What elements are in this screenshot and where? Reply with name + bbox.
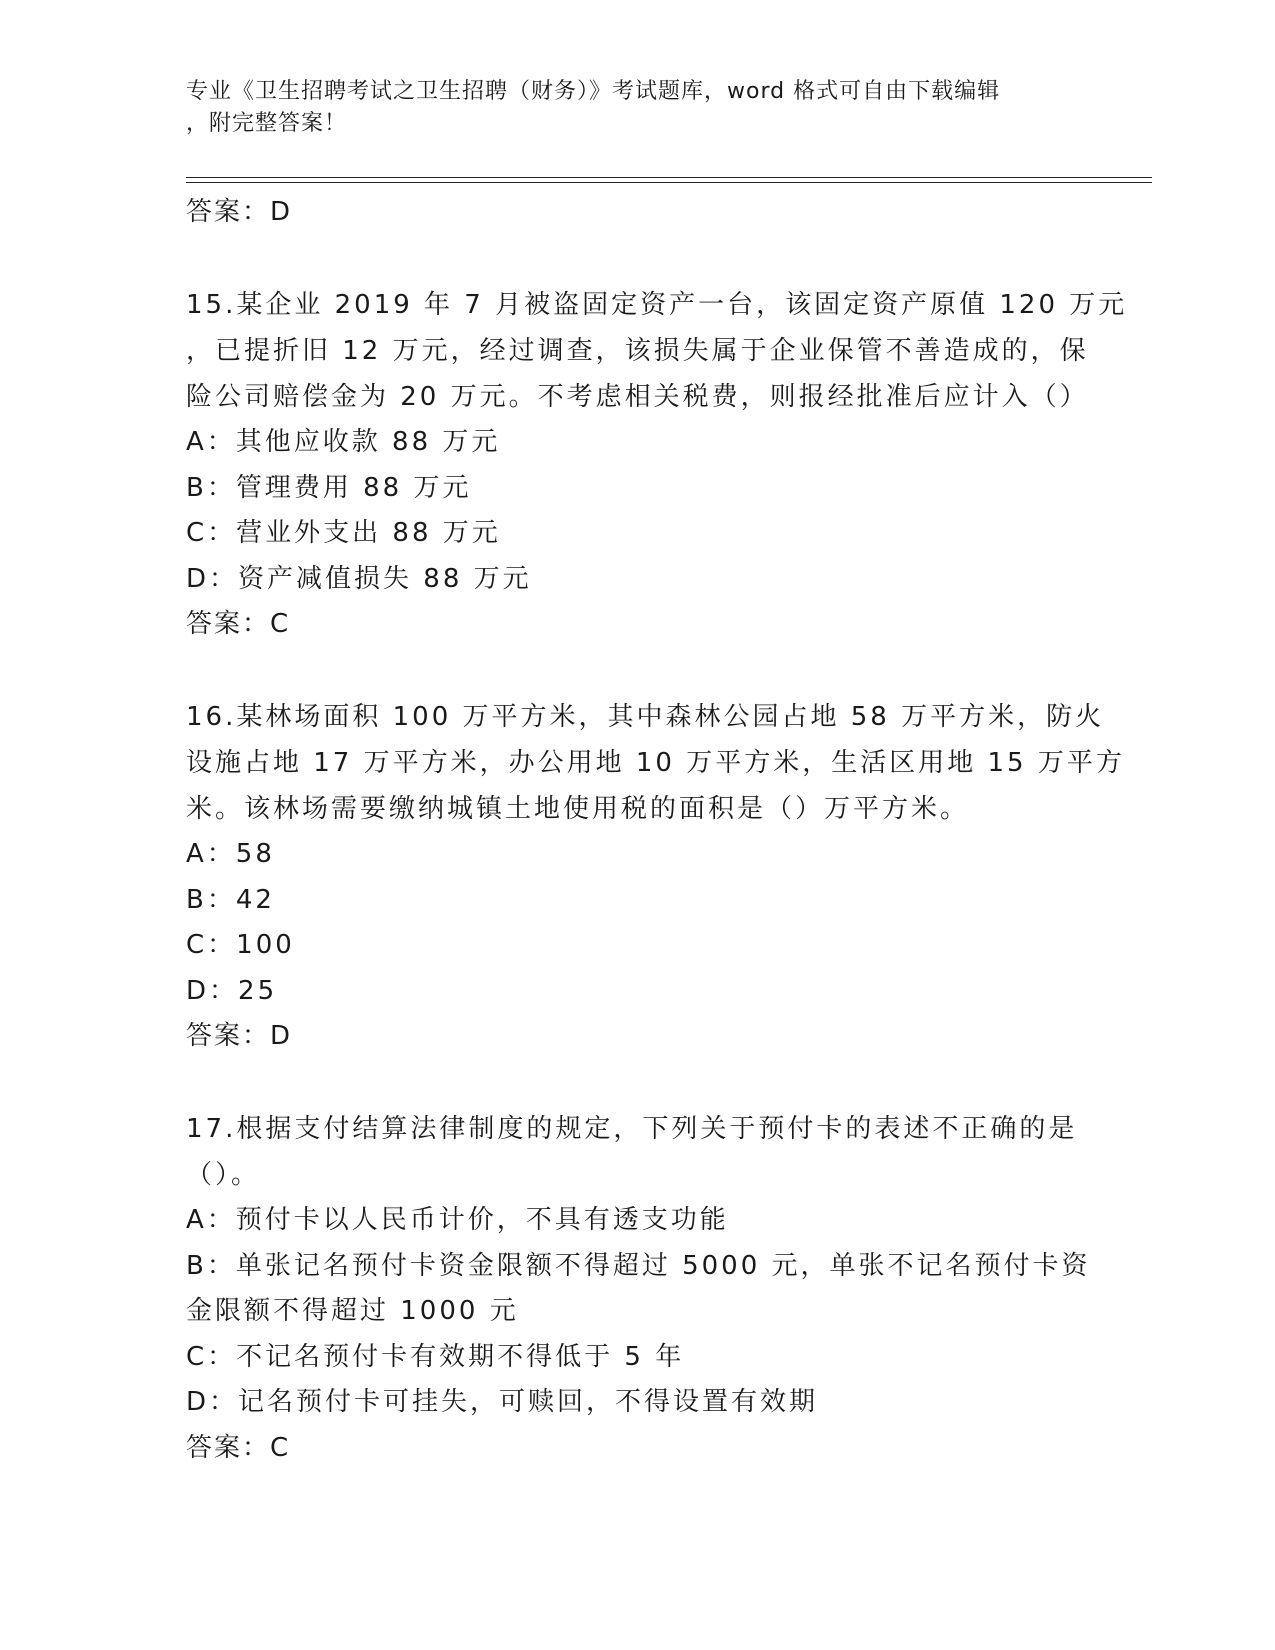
- answer: 答案：C: [186, 609, 291, 639]
- question-17: [186, 1106, 1091, 1470]
- question-15: [186, 282, 1128, 646]
- option-d: D：25: [186, 975, 278, 1006]
- option-a: A：其他应收款 88 万元: [186, 427, 501, 457]
- header-rule-bottom: [186, 182, 1152, 183]
- option-c: C：营业外支出 88 万元: [186, 518, 501, 548]
- header-rule-top: [186, 177, 1152, 178]
- question-text-line: 17.根据支付结算法律制度的规定，下列关于预付卡的表述不正确的是: [186, 1114, 1078, 1144]
- question-text-line: 险公司赔偿金为 20 万元。不考虑相关税费，则报经批准后应计入（）: [186, 382, 1089, 412]
- question-text-line: 米。该林场需要缴纳城镇土地使用税的面积是（）万平方米。: [186, 794, 970, 824]
- option-d: D：资产减值损失 88 万元: [186, 563, 532, 594]
- question-text-line: 设施占地 17 万平方米，办公用地 10 万平方米，生活区用地 15 万平方: [186, 748, 1125, 778]
- question-text-line: （）。: [186, 1160, 261, 1190]
- answer: 答案：C: [186, 1432, 291, 1463]
- option-a: A：预付卡以人民币计价，不具有透支功能: [186, 1205, 729, 1235]
- option-b-continued: 金限额不得超过 1000 元: [186, 1296, 519, 1326]
- question-list: [186, 190, 1128, 1470]
- previous-answer: 答案：D: [186, 197, 293, 227]
- document-header: [186, 76, 1066, 140]
- question-text-line: 15.某企业 2019 年 7 月被盗固定资产一台，该固定资产原值 120 万元: [186, 290, 1128, 320]
- option-b: B：管理费用 88 万元: [186, 472, 472, 503]
- option-c: C：100: [186, 930, 295, 960]
- answer: 答案：D: [186, 1021, 293, 1051]
- option-b: B：单张记名预付卡资金限额不得超过 5000 元，单张不记名预付卡资: [186, 1250, 1091, 1281]
- option-a: A：58: [186, 839, 275, 869]
- option-b: B：42: [186, 884, 275, 915]
- option-c: C：不记名预付卡有效期不得低于 5 年: [186, 1341, 685, 1372]
- header-line-1: 专业《卫生招聘考试之卫生招聘（财务）》考试题库，word 格式可自由下载编辑: [186, 79, 1001, 104]
- question-text-line: 16.某林场面积 100 万平方米，其中森林公园占地 58 万平方米，防火: [186, 702, 1105, 732]
- option-d: D：记名预付卡可挂失，可赎回，不得设置有效期: [186, 1387, 819, 1417]
- question-text-line: ，已提折旧 12 万元，经过调查，该损失属于企业保管不善造成的，保: [186, 336, 1089, 366]
- header-line-2: ，附完整答案！: [186, 111, 348, 136]
- question-16: [186, 694, 1125, 1058]
